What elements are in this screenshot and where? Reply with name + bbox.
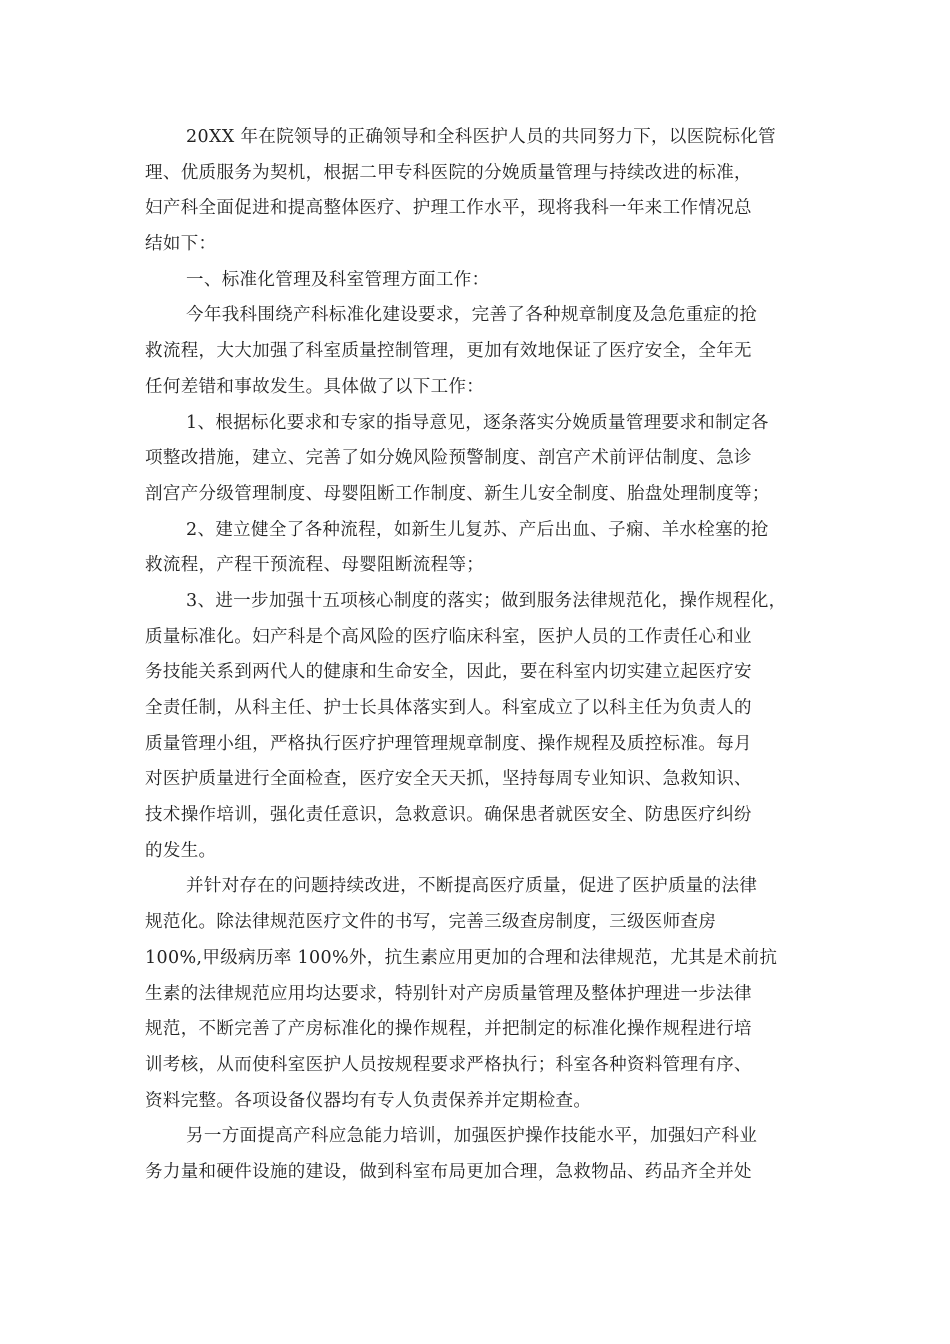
text-line: 务技能关系到两代人的健康和生命安全，因此，要在科室内切实建立起医疗安: [145, 662, 752, 683]
text-line: 技术操作培训，强化责任意识，急救意识。确保患者就医安全、防患医疗纠纷: [145, 805, 752, 826]
text-line: 训考核，从而使科室医护人员按规程要求严格执行；科室各种资料管理有序、: [145, 1054, 752, 1075]
text-line: 1、根据标化要求和专家的指导意见，逐条落实分娩质量管理要求和制定各: [186, 412, 769, 433]
text-line: 救流程，产程干预流程、母婴阻断流程等；: [145, 555, 485, 576]
text-line: 资料完整。各项设备仪器均有专人负责保养并定期检查。: [145, 1090, 592, 1111]
text-line: 剖宫产分级管理制度、母婴阻断工作制度、新生儿安全制度、胎盘处理制度等；: [145, 483, 770, 504]
text-line: 20XX 年在院领导的正确领导和全科医护人员的共同努力下，以医院标化管: [186, 127, 776, 147]
text-line: 结如下：: [145, 234, 217, 255]
text-line: 理、优质服务为契机，根据二甲专科医院的分娩质量管理与持续改进的标准，: [145, 162, 752, 183]
text-line: 务力量和硬件设施的建设，做到科室布局更加合理，急救物品、药品齐全并处: [145, 1161, 752, 1182]
text-line: 3、进一步加强十五项核心制度的落实；做到服务法律规范化，操作规程化，: [186, 590, 787, 611]
text-line: 规范化。除法律规范医疗文件的书写，完善三级查房制度，三级医师查房: [145, 912, 717, 933]
document-body: [145, 120, 807, 1191]
text-line: 2、建立健全了各种流程，如新生儿复苏、产后出血、子痫、羊水栓塞的抢: [186, 519, 769, 540]
text-line: 生素的法律规范应用均达要求，特别针对产房质量管理及整体护理进一步法律: [145, 983, 752, 1004]
text-line: 并针对存在的问题持续改进，不断提高医疗质量，促进了医护质量的法律: [186, 876, 758, 897]
text-line: 妇产科全面促进和提高整体医疗、护理工作水平，现将我科一年来工作情况总: [145, 198, 752, 219]
text-line: 任何差错和事故发生。具体做了以下工作：: [145, 376, 485, 397]
text-line: 100%,甲级病历率 100%外，抗生素应用更加的合理和法律规范，尤其是术前抗: [145, 947, 778, 968]
text-line: 对医护质量进行全面检查，医疗安全天天抓，坚持每周专业知识、急救知识、: [145, 769, 752, 790]
text-line: 全责任制，从科主任、护士长具体落实到人。科室成立了以科主任为负责人的: [145, 698, 752, 718]
text-line: 救流程，大大加强了科室质量控制管理，更加有效地保证了医疗安全，全年无: [145, 341, 752, 362]
text-line: 另一方面提高产科应急能力培训，加强医护操作技能水平，加强妇产科业: [186, 1126, 758, 1147]
text-line: 质量管理小组，严格执行医疗护理管理规章制度、操作规程及质控标准。每月: [145, 733, 752, 754]
text-line: 规范，不断完善了产房标准化的操作规程，并把制定的标准化操作规程进行培: [145, 1019, 752, 1040]
text-line: 的发生。: [145, 840, 217, 861]
text-line: 质量标准化。妇产科是个高风险的医疗临床科室，医护人员的工作责任心和业: [145, 626, 752, 647]
section-heading: 一、标准化管理及科室管理方面工作：: [186, 269, 490, 290]
text-line: 今年我科围绕产科标准化建设要求，完善了各种规章制度及急危重症的抢: [186, 305, 758, 326]
text-line: 项整改措施，建立、完善了如分娩风险预警制度、剖宫产术前评估制度、急诊: [145, 448, 752, 469]
